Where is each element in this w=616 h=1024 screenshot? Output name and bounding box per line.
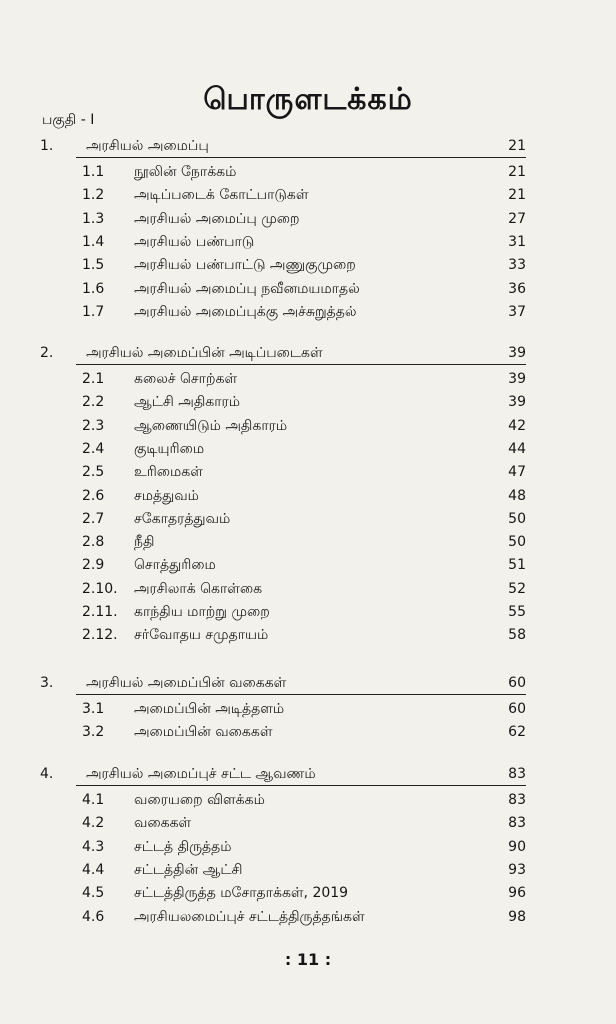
chapter-title: அரசியல் அமைப்பின் வகைகள் — [86, 675, 287, 691]
section-page-number: 62 — [508, 724, 526, 741]
section-number: 1.1 — [82, 164, 105, 180]
section-page-number: 47 — [508, 464, 526, 481]
section-title: அரசியல் பண்பாட்டு அணுகுமுறை — [134, 257, 356, 274]
section-title: ஆட்சி அதிகாரம் — [134, 394, 241, 411]
section-row — [0, 391, 616, 413]
section-number: 1.7 — [82, 303, 105, 320]
section-row — [0, 184, 616, 206]
section-title: அரசியல் பண்பாடு — [134, 233, 255, 250]
section-row — [0, 508, 616, 530]
chapter-underline — [76, 157, 526, 158]
section-row — [0, 859, 616, 881]
section-title: நீதி — [134, 534, 155, 551]
section-number: 2.6 — [82, 487, 105, 504]
section-row — [0, 278, 616, 300]
section-number: 4.6 — [82, 908, 105, 925]
section-title: அரசியலமைப்புச் சட்டத்திருத்தங்கள் — [134, 908, 365, 925]
page-number-footer: : 11 : — [284, 950, 332, 969]
section-row — [0, 438, 616, 460]
section-title: அரசியல் அமைப்பு நவீனமயமாதல் — [134, 280, 360, 297]
section-row — [0, 208, 616, 230]
section-row — [0, 578, 616, 600]
section-row — [0, 882, 616, 904]
section-page-number: 44 — [508, 440, 526, 457]
section-page-number: 48 — [508, 487, 526, 504]
section-page-number: 50 — [508, 510, 526, 527]
section-title: நூலின் நோக்கம் — [134, 164, 237, 180]
chapter-row — [0, 135, 616, 157]
section-title: சட்டத் திருத்தம் — [134, 838, 232, 855]
section-title: சமத்துவம் — [134, 487, 199, 504]
section-number: 1.2 — [82, 187, 105, 204]
section-number: 4.2 — [82, 815, 105, 832]
section-number: 1.4 — [82, 233, 105, 250]
section-number: 4.1 — [82, 792, 105, 808]
section-title: அரசியல் அமைப்பு முறை — [134, 210, 300, 227]
section-row — [0, 231, 616, 253]
section-page-number: 55 — [508, 604, 526, 620]
chapter-page-number: 21 — [508, 138, 526, 154]
section-number: 1.5 — [82, 257, 105, 274]
section-title: சொத்துரிமை — [134, 557, 216, 574]
section-title: அமைப்பின் அடித்தளம் — [134, 701, 285, 717]
section-title: வரையறை விளக்கம் — [134, 792, 265, 808]
section-title: வகைகள் — [134, 815, 192, 832]
section-number: 1.6 — [82, 280, 105, 297]
section-row — [0, 161, 616, 183]
section-row — [0, 554, 616, 576]
chapter-number: 4. — [40, 766, 54, 782]
chapter-row — [0, 342, 616, 364]
section-number: 2.12. — [82, 627, 118, 644]
section-row — [0, 415, 616, 437]
section-row — [0, 721, 616, 743]
section-row — [0, 301, 616, 323]
section-page-number: 50 — [508, 534, 526, 551]
section-page-number: 36 — [508, 280, 526, 297]
section-number: 1.3 — [82, 210, 105, 227]
section-page-number: 21 — [508, 164, 526, 180]
section-number: 2.8 — [82, 534, 105, 551]
section-row — [0, 698, 616, 720]
section-title: கலைச் சொற்கள் — [134, 371, 238, 387]
section-page-number: 33 — [508, 257, 526, 274]
page-title: பொருளடக்கம் — [203, 82, 413, 117]
chapter-row — [0, 672, 616, 694]
section-title: சட்டத்தின் ஆட்சி — [134, 861, 243, 878]
section-title: சட்டத்திருத்த மசோதாக்கள், 2019 — [134, 885, 349, 902]
section-number: 2.4 — [82, 440, 105, 457]
section-title: அமைப்பின் வகைகள் — [134, 724, 273, 741]
section-page-number: 83 — [508, 792, 526, 808]
section-row — [0, 906, 616, 928]
section-title: காந்திய மாற்று முறை — [134, 604, 270, 620]
section-page-number: 60 — [508, 701, 526, 717]
chapter-underline — [76, 694, 526, 695]
chapter-row — [0, 763, 616, 785]
chapter-title: அரசியல் அமைப்பு — [86, 138, 209, 154]
section-title: சர்வோதய சமுதாயம் — [134, 627, 269, 644]
section-number: 2.5 — [82, 464, 105, 481]
part-label: பகுதி - I — [42, 112, 95, 128]
section-page-number: 42 — [508, 417, 526, 434]
section-number: 2.10. — [82, 580, 118, 597]
section-row — [0, 601, 616, 623]
section-page-number: 37 — [508, 303, 526, 320]
section-row — [0, 461, 616, 483]
section-page-number: 27 — [508, 210, 526, 227]
section-title: ஆணையிடும் அதிகாரம் — [134, 417, 288, 434]
chapter-page-number: 83 — [508, 766, 526, 782]
section-title: அடிப்படைக் கோட்பாடுகள் — [134, 187, 309, 204]
section-page-number: 39 — [508, 371, 526, 387]
section-title: சகோதரத்துவம் — [134, 510, 231, 527]
section-page-number: 21 — [508, 187, 526, 204]
section-number: 2.1 — [82, 371, 105, 387]
section-row — [0, 531, 616, 553]
section-number: 2.11. — [82, 604, 118, 620]
chapter-page-number: 39 — [508, 345, 526, 361]
section-page-number: 96 — [508, 885, 526, 902]
section-page-number: 93 — [508, 861, 526, 878]
section-number: 3.2 — [82, 724, 105, 741]
section-page-number: 51 — [508, 557, 526, 574]
chapter-number: 2. — [40, 345, 54, 361]
section-row — [0, 368, 616, 390]
section-number: 4.5 — [82, 885, 105, 902]
section-number: 2.3 — [82, 417, 105, 434]
section-number: 2.7 — [82, 510, 105, 527]
chapter-underline — [76, 785, 526, 786]
section-row — [0, 789, 616, 811]
section-page-number: 83 — [508, 815, 526, 832]
section-title: குடியுரிமை — [134, 440, 205, 457]
section-row — [0, 624, 616, 646]
chapter-underline — [76, 364, 526, 365]
section-number: 4.3 — [82, 838, 105, 855]
chapter-title: அரசியல் அமைப்புச் சட்ட ஆவணம் — [86, 766, 316, 782]
section-number: 3.1 — [82, 701, 105, 717]
chapter-title: அரசியல் அமைப்பின் அடிப்படைகள் — [86, 345, 323, 361]
section-row — [0, 836, 616, 858]
chapter-page-number: 60 — [508, 675, 526, 691]
section-title: அரசிலாக் கொள்கை — [134, 580, 263, 597]
section-page-number: 52 — [508, 580, 526, 597]
section-page-number: 39 — [508, 394, 526, 411]
section-row — [0, 485, 616, 507]
section-row — [0, 812, 616, 834]
section-number: 4.4 — [82, 861, 105, 878]
section-page-number: 31 — [508, 233, 526, 250]
section-title: உரிமைகள் — [134, 464, 203, 481]
section-row — [0, 254, 616, 276]
section-page-number: 90 — [508, 838, 526, 855]
section-title: அரசியல் அமைப்புக்கு அச்சுறுத்தல் — [134, 303, 357, 320]
section-number: 2.9 — [82, 557, 105, 574]
chapter-number: 1. — [40, 138, 54, 154]
section-page-number: 98 — [508, 908, 526, 925]
section-number: 2.2 — [82, 394, 105, 411]
chapter-number: 3. — [40, 675, 54, 691]
section-page-number: 58 — [508, 627, 526, 644]
